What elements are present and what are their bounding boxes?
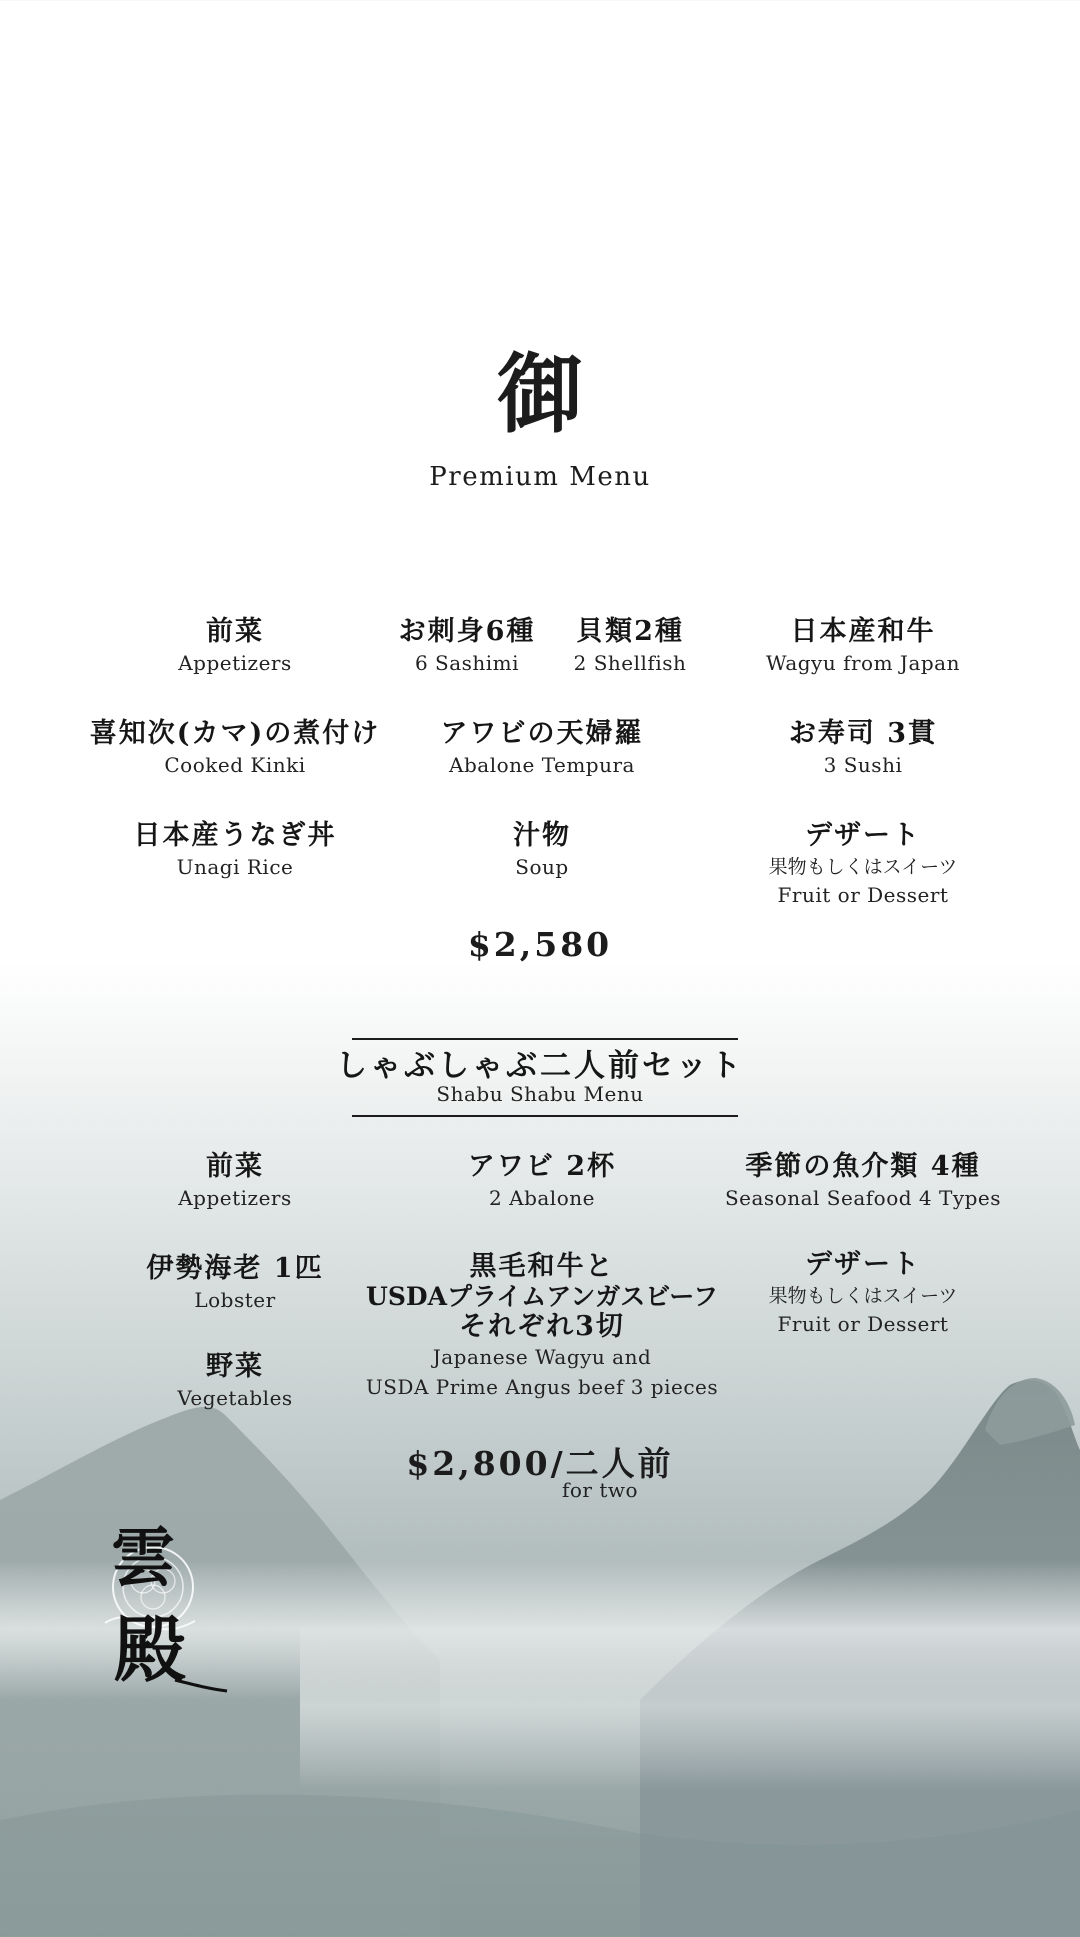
item-en: 2 Abalone — [489, 1186, 595, 1210]
svg-text:殿: 殿 — [113, 1607, 187, 1692]
svg-text:雲: 雲 — [111, 1521, 175, 1596]
item-en: Appetizers — [178, 1186, 292, 1210]
item-jp: 伊勢海老 1匹 — [146, 1253, 324, 1284]
item-jp: アワビの天婦羅 — [440, 718, 644, 749]
item-en: Soup — [515, 855, 569, 879]
item-en: Wagyu from Japan — [766, 651, 960, 675]
item-jp: デザート — [805, 1249, 921, 1280]
item-jp: デザート — [805, 820, 921, 851]
item-en-line2: USDA Prime Angus beef 3 pieces — [365, 1375, 719, 1399]
item-en: Fruit or Dessert — [777, 883, 949, 907]
item-jp: 日本産うなぎ丼 — [133, 820, 337, 851]
shabu-title-en: Shabu Shabu Menu — [436, 1082, 644, 1106]
item-jp: 野菜 — [206, 1351, 264, 1382]
item-en: Appetizers — [178, 651, 292, 675]
divider-top — [352, 1038, 738, 1040]
shabu-item-appetizers — [55, 1150, 415, 1212]
item-en: Lobster — [194, 1288, 276, 1312]
item-en: 2 Shellfish — [573, 651, 687, 675]
shabu-item-abalone — [362, 1150, 722, 1212]
premium-item-appetizers — [55, 615, 415, 677]
item-jp: 前菜 — [206, 616, 264, 647]
item-jp-line3: それぞれ3切 — [459, 1311, 625, 1342]
item-en: Abalone Tempura — [449, 753, 635, 777]
item-en: 3 Sushi — [823, 753, 903, 777]
premium-item-soup — [362, 819, 722, 881]
item-en-line1: Japanese Wagyu and — [432, 1345, 652, 1369]
item-en: Vegetables — [177, 1386, 293, 1410]
premium-item-sashimi — [382, 615, 552, 677]
item-en: Unagi Rice — [176, 855, 294, 879]
divider-bottom — [352, 1115, 738, 1117]
premium-item-abalone-tempura — [362, 717, 722, 779]
item-jp: 汁物 — [513, 820, 571, 851]
item-jp: お刺身6種 — [398, 616, 536, 647]
shabu-price-note: for two — [561, 1478, 639, 1502]
item-jp: アワビ 2杯 — [467, 1151, 617, 1182]
page-title: Premium Menu — [429, 462, 651, 492]
premium-item-kinki — [55, 717, 415, 779]
header-kanji: 御 — [497, 344, 583, 445]
item-jp: お寿司 3貫 — [788, 718, 938, 749]
item-jp-line1: 黒毛和牛と — [469, 1251, 615, 1282]
shabu-price: $2,800/二人前 — [406, 1444, 674, 1483]
item-jp: 日本産和牛 — [790, 616, 936, 647]
premium-item-dessert — [683, 819, 1043, 909]
shabu-item-dessert — [683, 1248, 1043, 1338]
item-jp: 喜知次(カマ)の煮付け — [89, 718, 381, 749]
item-en: Fruit or Dessert — [777, 1312, 949, 1336]
item-en: 6 Sashimi — [414, 651, 520, 675]
item-en: Seasonal Seafood 4 Types — [724, 1186, 1002, 1210]
premium-item-sushi — [683, 717, 1043, 779]
item-en: Cooked Kinki — [164, 753, 306, 777]
restaurant-logo-icon — [95, 1505, 235, 1720]
item-sub: 果物もしくはスイーツ — [768, 856, 958, 878]
item-jp: 季節の魚介類 4種 — [745, 1151, 981, 1182]
premium-price: $2,580 — [467, 925, 613, 964]
shabu-title-jp: しゃぶしゃぶ二人前セット — [336, 1048, 744, 1084]
shabu-item-beef — [342, 1252, 742, 1402]
shabu-item-seafood — [683, 1150, 1043, 1212]
item-jp: 前菜 — [206, 1151, 264, 1182]
premium-item-wagyu — [683, 615, 1043, 677]
item-jp: 貝類2種 — [576, 616, 684, 647]
item-sub: 果物もしくはスイーツ — [768, 1285, 958, 1307]
item-jp-line2: USDAプライムアンガスビーフ — [366, 1282, 718, 1311]
premium-item-unagi — [55, 819, 415, 881]
